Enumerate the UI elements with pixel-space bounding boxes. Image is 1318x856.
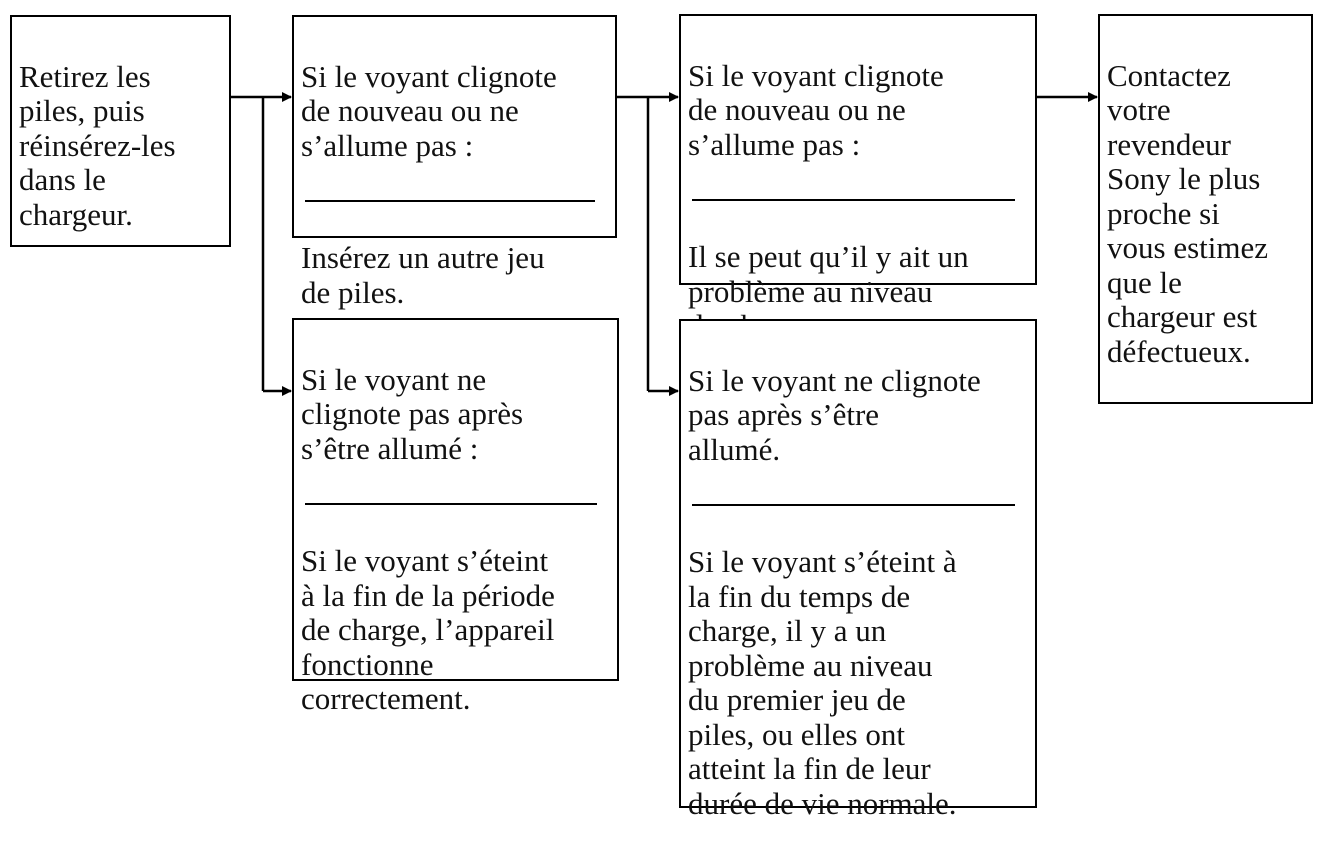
start-box	[10, 15, 231, 247]
step2-noblink-box	[679, 319, 1037, 821]
step2-blink-condition: Si le voyant clignote de nouveau ou ne s’allume pas :	[688, 57, 944, 162]
step2-noblink-divider	[692, 504, 1015, 506]
step1-blink-condition: Si le voyant clignote de nouveau ou ne s’allume pas :	[301, 58, 557, 163]
step2-blink-box	[679, 14, 1037, 309]
step1-noblink-box	[292, 318, 619, 716]
step1-blink-divider	[305, 200, 595, 202]
step1-blink-box	[292, 15, 617, 310]
final-box	[1098, 14, 1313, 404]
step1-noblink-condition: Si le voyant ne clignote pas après s’être allumé :	[301, 361, 524, 466]
step2-noblink-action: Si le voyant s’éteint à la fin du temps de charge, il y a un problème au niveau du premier jeu de piles, ou elles ont atteint la fin de leur durée de vie normale.	[688, 544, 957, 821]
step1-noblink-action: Si le voyant s’éteint à la fin de la période de charge, l’appareil fonctionne correctement.	[301, 543, 555, 716]
start-text: Retirez les piles, puis réinsérez-les dans le chargeur.	[19, 58, 176, 232]
step1-noblink-divider	[305, 503, 597, 505]
step2-noblink-condition: Si le voyant ne clignote pas après s’être allumé.	[688, 362, 981, 467]
step1-blink-action: Insérez un autre jeu de piles.	[301, 240, 545, 310]
step2-blink-action: Il se peut qu’il y ait un problème au niveau	[688, 239, 969, 309]
step2-blink-divider	[692, 199, 1015, 201]
final-text: Contactez votre revendeur Sony le plus proche si vous estimez que le chargeur est défectueux.	[1107, 57, 1268, 369]
